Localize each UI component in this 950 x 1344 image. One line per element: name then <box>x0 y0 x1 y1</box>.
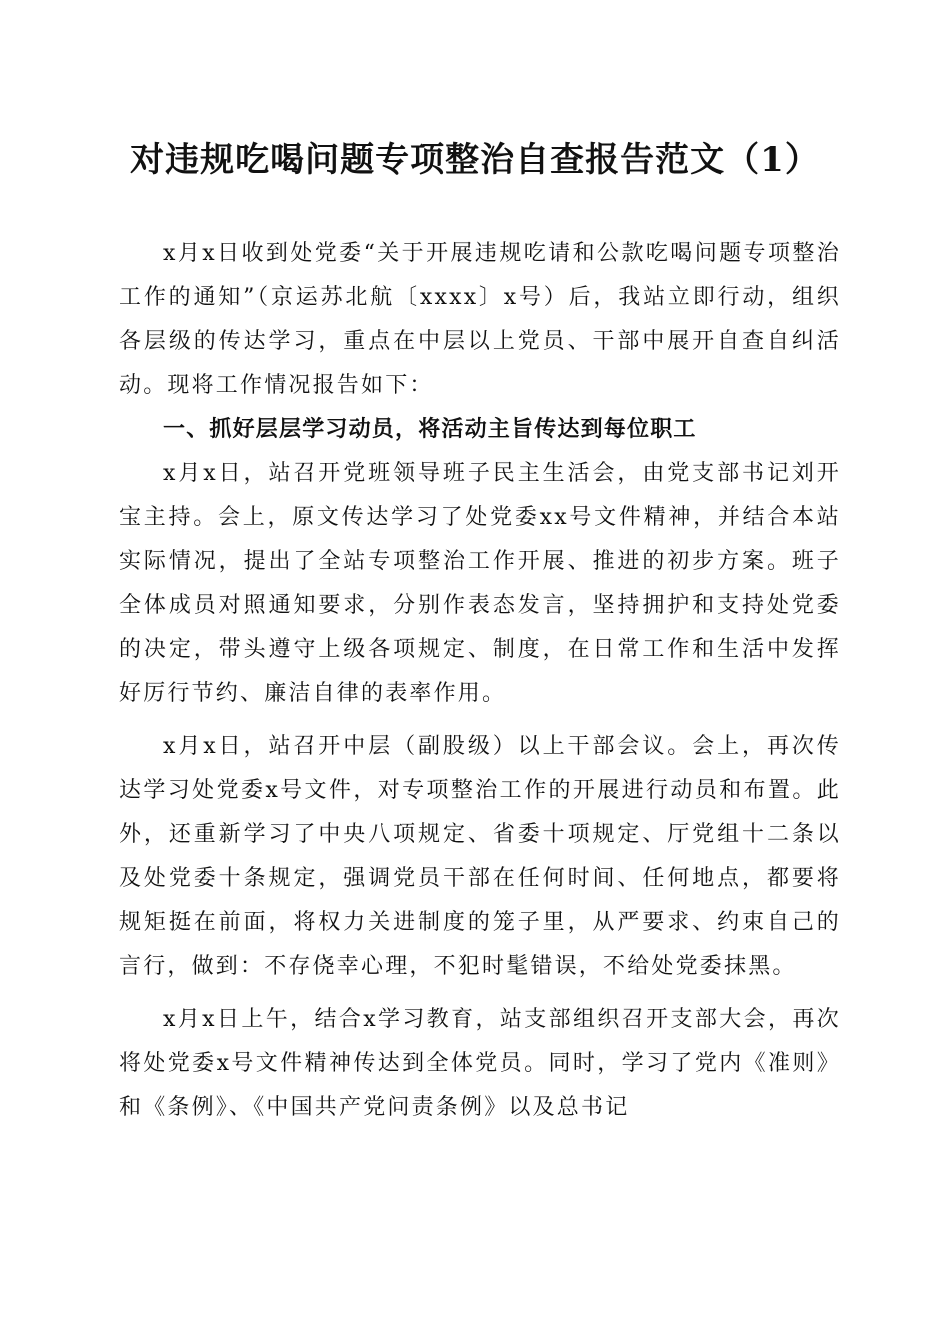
body-paragraph-3: x月x日上午，结合x学习教育，站支部组织召开支部大会，再次将处党委x号文件精神传达到全体党员。同时，学习了党内《准则》和《条例》、《中国共产党问责条例》以及总书记 <box>119 1007 841 1120</box>
document-title: 对违规吃喝问题专项整治自查报告范文（1） <box>130 140 820 180</box>
intro-paragraph: x月x日收到处党委“关于开展违规吃请和公款吃喝问题专项整治工作的通知”（京运苏北航〔xxxx〕x号）后，我站立即行动，组织各层级的传达学习，重点在中层以上党员、干部中展开自查自纠活动。现将工作情况报告如下： <box>119 241 841 398</box>
document-body <box>119 232 841 1130</box>
body-paragraph-2: x月x日，站召开中层（副股级）以上干部会议。会上，再次传达学习处党委x号文件，对专项整治工作的开展进行动员和布置。此外，还重新学习了中央八项规定、省委十项规定、厅党组十二条以及处党委十条规定，强调党员干部在任何时间、任何地点，都要将规矩挺在前面，将权力关进制度的笼子里，从严要求、约束自己的言行，做到：不存侥幸心理，不犯时髦错误，不给处党委抹黑。 <box>119 734 841 979</box>
body-paragraph-1: x月x日，站召开党班领导班子民主生活会，由党支部书记刘开宝主持。会上，原文传达学习了处党委xx号文件精神，并结合本站实际情况，提出了全站专项整治工作开展、推进的初步方案。班子全体成员对照通知要求，分别作表态发言，坚持拥护和支持处党委的决定，带头遵守上级各项规定、制度，在日常工作和生活中发挥好厉行节约、廉洁自律的表率作用。 <box>119 461 841 706</box>
section-heading-1: 一、抓好层层学习动员，将活动主旨传达到每位职工 <box>163 417 697 442</box>
